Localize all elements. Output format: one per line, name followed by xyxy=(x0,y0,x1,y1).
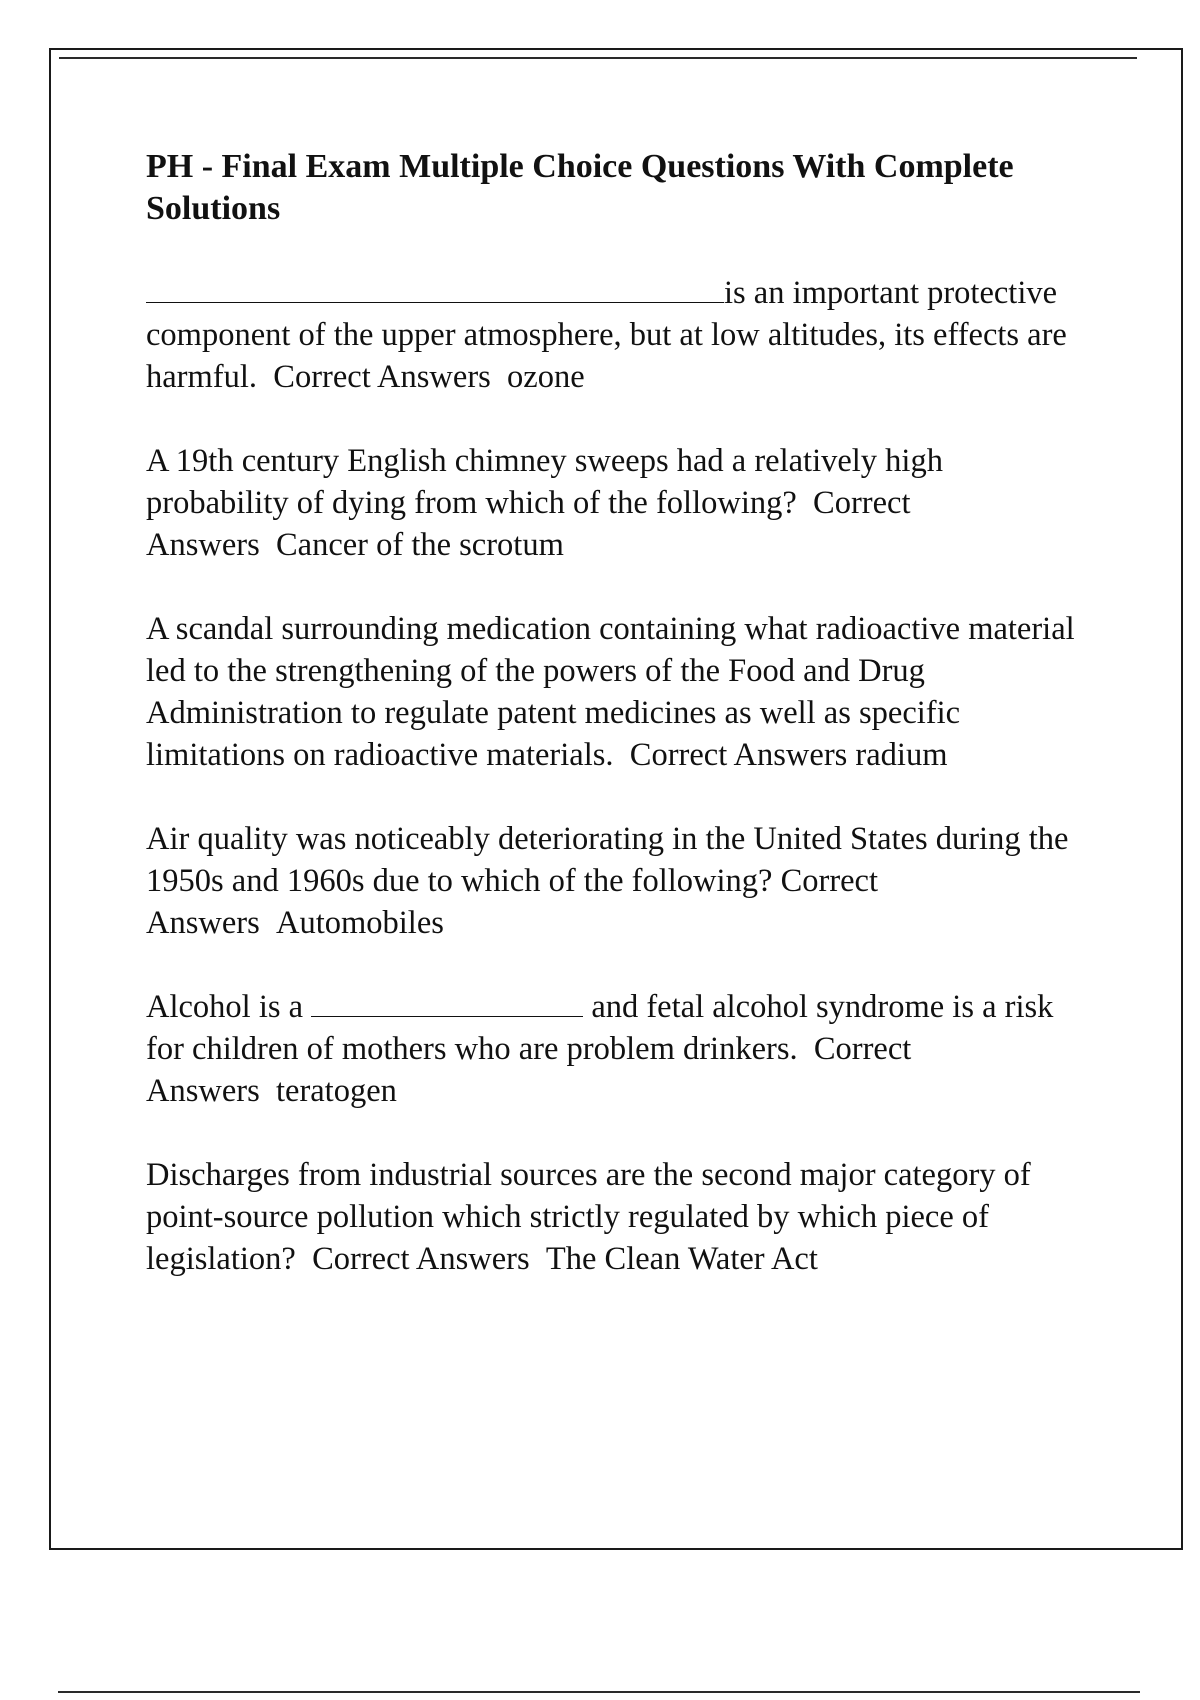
answer-text: ozone xyxy=(507,359,585,395)
answer-text: radium xyxy=(855,737,948,773)
question-text: A scandal surrounding medication containing what radioactive material led to the strengthening of the powers of the Food and Drug Administration to regulate patent medicines as well as specific limitations on radioactive materials. xyxy=(146,611,1075,773)
answer-text: Cancer of the scrotum xyxy=(275,527,564,563)
question-text-after: and fetal alcohol syndrome is a risk for children of mothers who are problem drinkers. xyxy=(146,989,1054,1067)
question-item xyxy=(146,272,1086,398)
question-text: Air quality was noticeably deteriorating in the United States during the 1950s and 1960s due to which of the following? xyxy=(146,821,1069,899)
answer-text: Automobiles xyxy=(275,905,444,941)
answer-text: teratogen xyxy=(275,1073,397,1109)
answer-label: Correct Answers xyxy=(629,737,848,773)
question-text: is an important protective component of the upper atmosphere, but at low altitudes, its effects are harmful. xyxy=(146,275,1067,395)
question-item xyxy=(146,986,1086,1112)
question-item xyxy=(146,608,1086,776)
question-item xyxy=(146,1154,1086,1280)
answer-label: Correct Answers xyxy=(273,359,491,395)
answer-text: The Clean Water Act xyxy=(545,1241,818,1277)
answer-label: Correct Answers xyxy=(146,863,879,941)
question-text: Discharges from industrial sources are the second major category of point-source pollution which strictly regulated by which piece of legislation? xyxy=(146,1157,1031,1277)
question-text: A 19th century English chimney sweeps had a relatively high probability of dying from which of the following? xyxy=(146,443,943,521)
document-title: PH - Final Exam Multiple Choice Questions With Complete Solutions xyxy=(146,148,1014,227)
fill-in-blank xyxy=(311,986,583,1017)
question-item xyxy=(146,440,1086,566)
document-body xyxy=(146,146,1086,1322)
fill-in-blank xyxy=(146,272,724,303)
top-rule xyxy=(59,57,1137,59)
question-text-before: Alcohol is a xyxy=(146,989,304,1025)
answer-label: Correct Answers xyxy=(146,1031,912,1109)
question-item xyxy=(146,818,1086,944)
bottom-rule xyxy=(58,1691,1140,1693)
answer-label: Correct Answers xyxy=(312,1241,530,1277)
answer-label: Correct Answers xyxy=(146,485,911,563)
